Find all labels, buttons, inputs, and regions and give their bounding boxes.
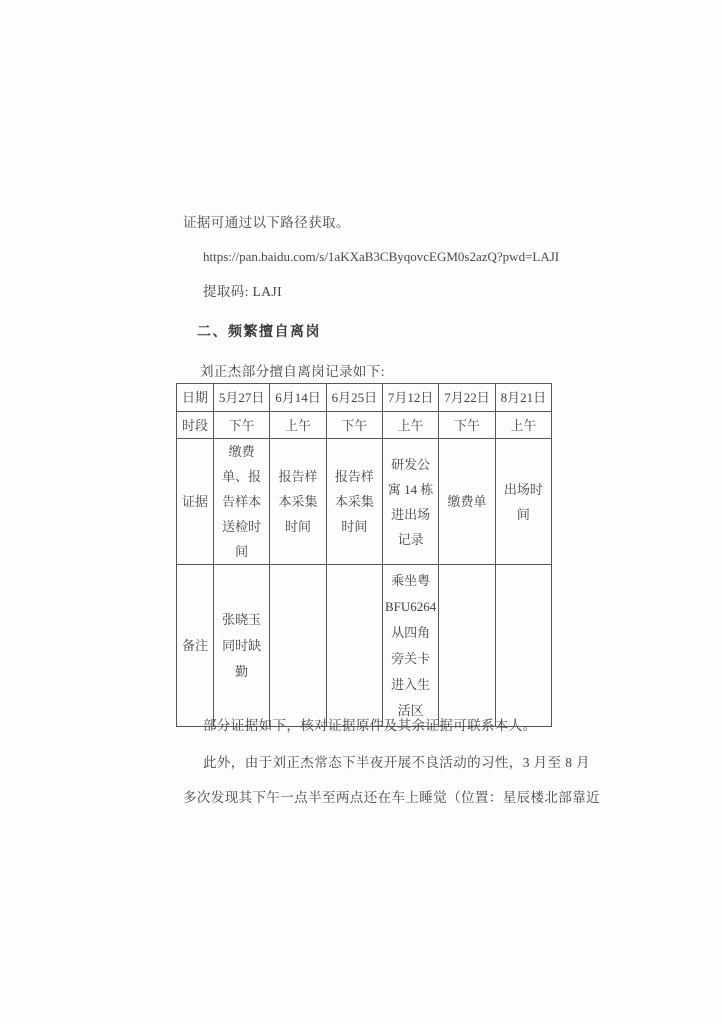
section-heading: 二、频繁擅自离岗 bbox=[197, 325, 321, 340]
table-cell: 6月25日 bbox=[326, 384, 382, 412]
row-label-date: 日期 bbox=[177, 384, 214, 412]
table-cell: 研发公寓 14 栋进出场记录 bbox=[382, 439, 438, 565]
table-cell bbox=[495, 565, 551, 727]
table-cell: 下午 bbox=[214, 412, 270, 439]
intro-text: 证据可通过以下路径获取。 bbox=[183, 215, 350, 230]
table-cell bbox=[270, 565, 326, 727]
table-cell bbox=[326, 565, 382, 727]
table-cell: 7月12日 bbox=[382, 384, 438, 412]
table-cell: 下午 bbox=[326, 412, 382, 439]
table-cell: 缴费单 bbox=[439, 439, 495, 565]
table-cell: 5月27日 bbox=[214, 384, 270, 412]
table-cell bbox=[439, 565, 495, 727]
table-cell: 缴费单、报告样本送检时间 bbox=[214, 439, 270, 565]
download-url: https://pan.baidu.com/s/1aKXaB3CByqovcEGM0s2azQ?pwd=LAJI bbox=[203, 249, 560, 264]
table-row-timeslot bbox=[177, 412, 552, 439]
row-label-remarks: 备注 bbox=[177, 565, 214, 727]
table-cell: 6月14日 bbox=[270, 384, 326, 412]
absence-record-table bbox=[176, 383, 552, 727]
table-row-remarks bbox=[177, 565, 552, 727]
table-cell: 乘坐粤BFU6264从四角旁关卡进入生活区 bbox=[382, 565, 438, 727]
table-cell: 报告样本采集时间 bbox=[326, 439, 382, 565]
closing-paragraph-line-2: 多次发现其下午一点半至两点还在车上睡觉（位置：星辰楼北部靠近 bbox=[183, 790, 600, 805]
table-caption: 刘正杰部分擅自离岗记录如下: bbox=[200, 364, 385, 379]
table-cell: 7月22日 bbox=[439, 384, 495, 412]
table-cell: 报告样本采集时间 bbox=[270, 439, 326, 565]
row-label-timeslot: 时段 bbox=[177, 412, 214, 439]
table-cell: 上午 bbox=[270, 412, 326, 439]
row-label-evidence: 证据 bbox=[177, 439, 214, 565]
table-row-evidence bbox=[177, 439, 552, 565]
table-cell: 8月21日 bbox=[495, 384, 551, 412]
table-cell: 下午 bbox=[439, 412, 495, 439]
evidence-note: 部分证据如下，核对证据原件及其余证据可联系本人。 bbox=[203, 718, 537, 733]
table-cell: 出场时间 bbox=[495, 439, 551, 565]
extraction-code: 提取码: LAJI bbox=[203, 284, 282, 299]
table-cell: 张晓玉同时缺勤 bbox=[214, 565, 270, 727]
table-row-date bbox=[177, 384, 552, 412]
closing-paragraph-line-1: 此外，由于刘正杰常态下半夜开展不良活动的习性，3 月至 8 月 bbox=[203, 755, 591, 770]
table-cell: 上午 bbox=[495, 412, 551, 439]
table-cell: 上午 bbox=[382, 412, 438, 439]
